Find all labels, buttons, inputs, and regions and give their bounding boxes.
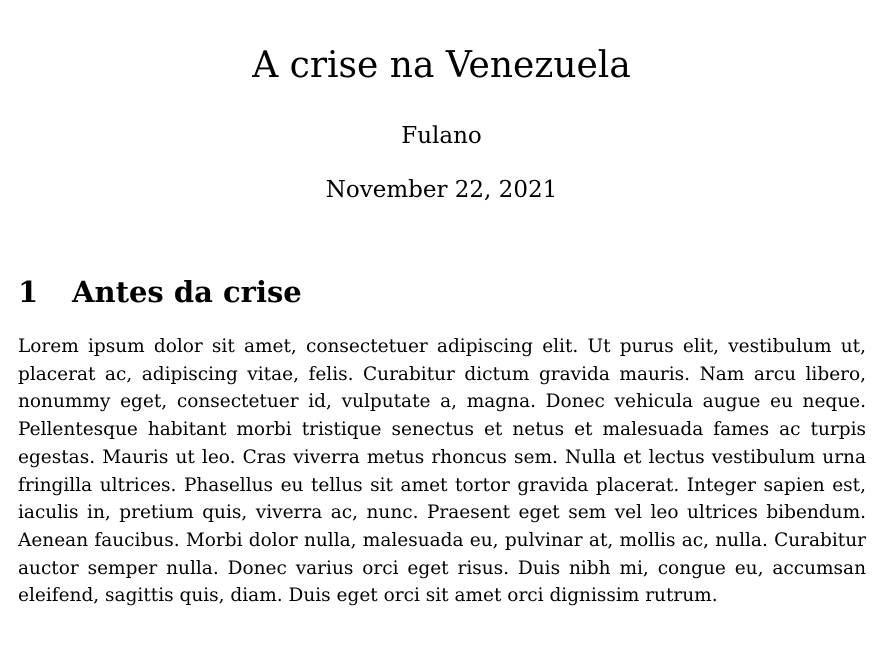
section-number: 1	[18, 275, 39, 309]
section-paragraph: Lorem ipsum dolor sit amet, consectetuer adipiscing elit. Ut purus elit, vestibulum ut, placerat ac, adipiscing vitae, felis. Curabitur dictum gravida mauris. Nam arcu libero, nonummy eget, consectetuer id, vulputate a, magna. Donec vehicula augue eu neque. Pellentesque habitant morbi tristique senectus et netus et malesuada fames ac turpis egestas. Mauris ut leo. Cras viverra metus rhoncus sem. Nulla et lectus vestibulum urna fringilla ultrices. Phasellus eu tellus sit amet tortor gravida placerat. Integer sapien est, iaculis in, pretium quis, viverra ac, nunc. Praesent eget sem vel leo ultrices bibendum. Aenean faucibus. Morbi dolor nulla, malesuada eu, pulvinar at, mollis ac, nulla. Curabitur auctor semper nulla. Donec varius orci eget risus. Duis nibh mi, congue eu, accumsan eleifend, sagittis quis, diam. Duis eget orci sit amet orci dignissim rutrum.	[18, 336, 866, 607]
document-author: Fulano	[401, 123, 482, 149]
section-heading	[18, 272, 302, 312]
document-date: November 22, 2021	[325, 177, 558, 203]
section-title: Antes da crise	[72, 275, 302, 309]
document-title: A crise na Venezuela	[252, 45, 631, 86]
